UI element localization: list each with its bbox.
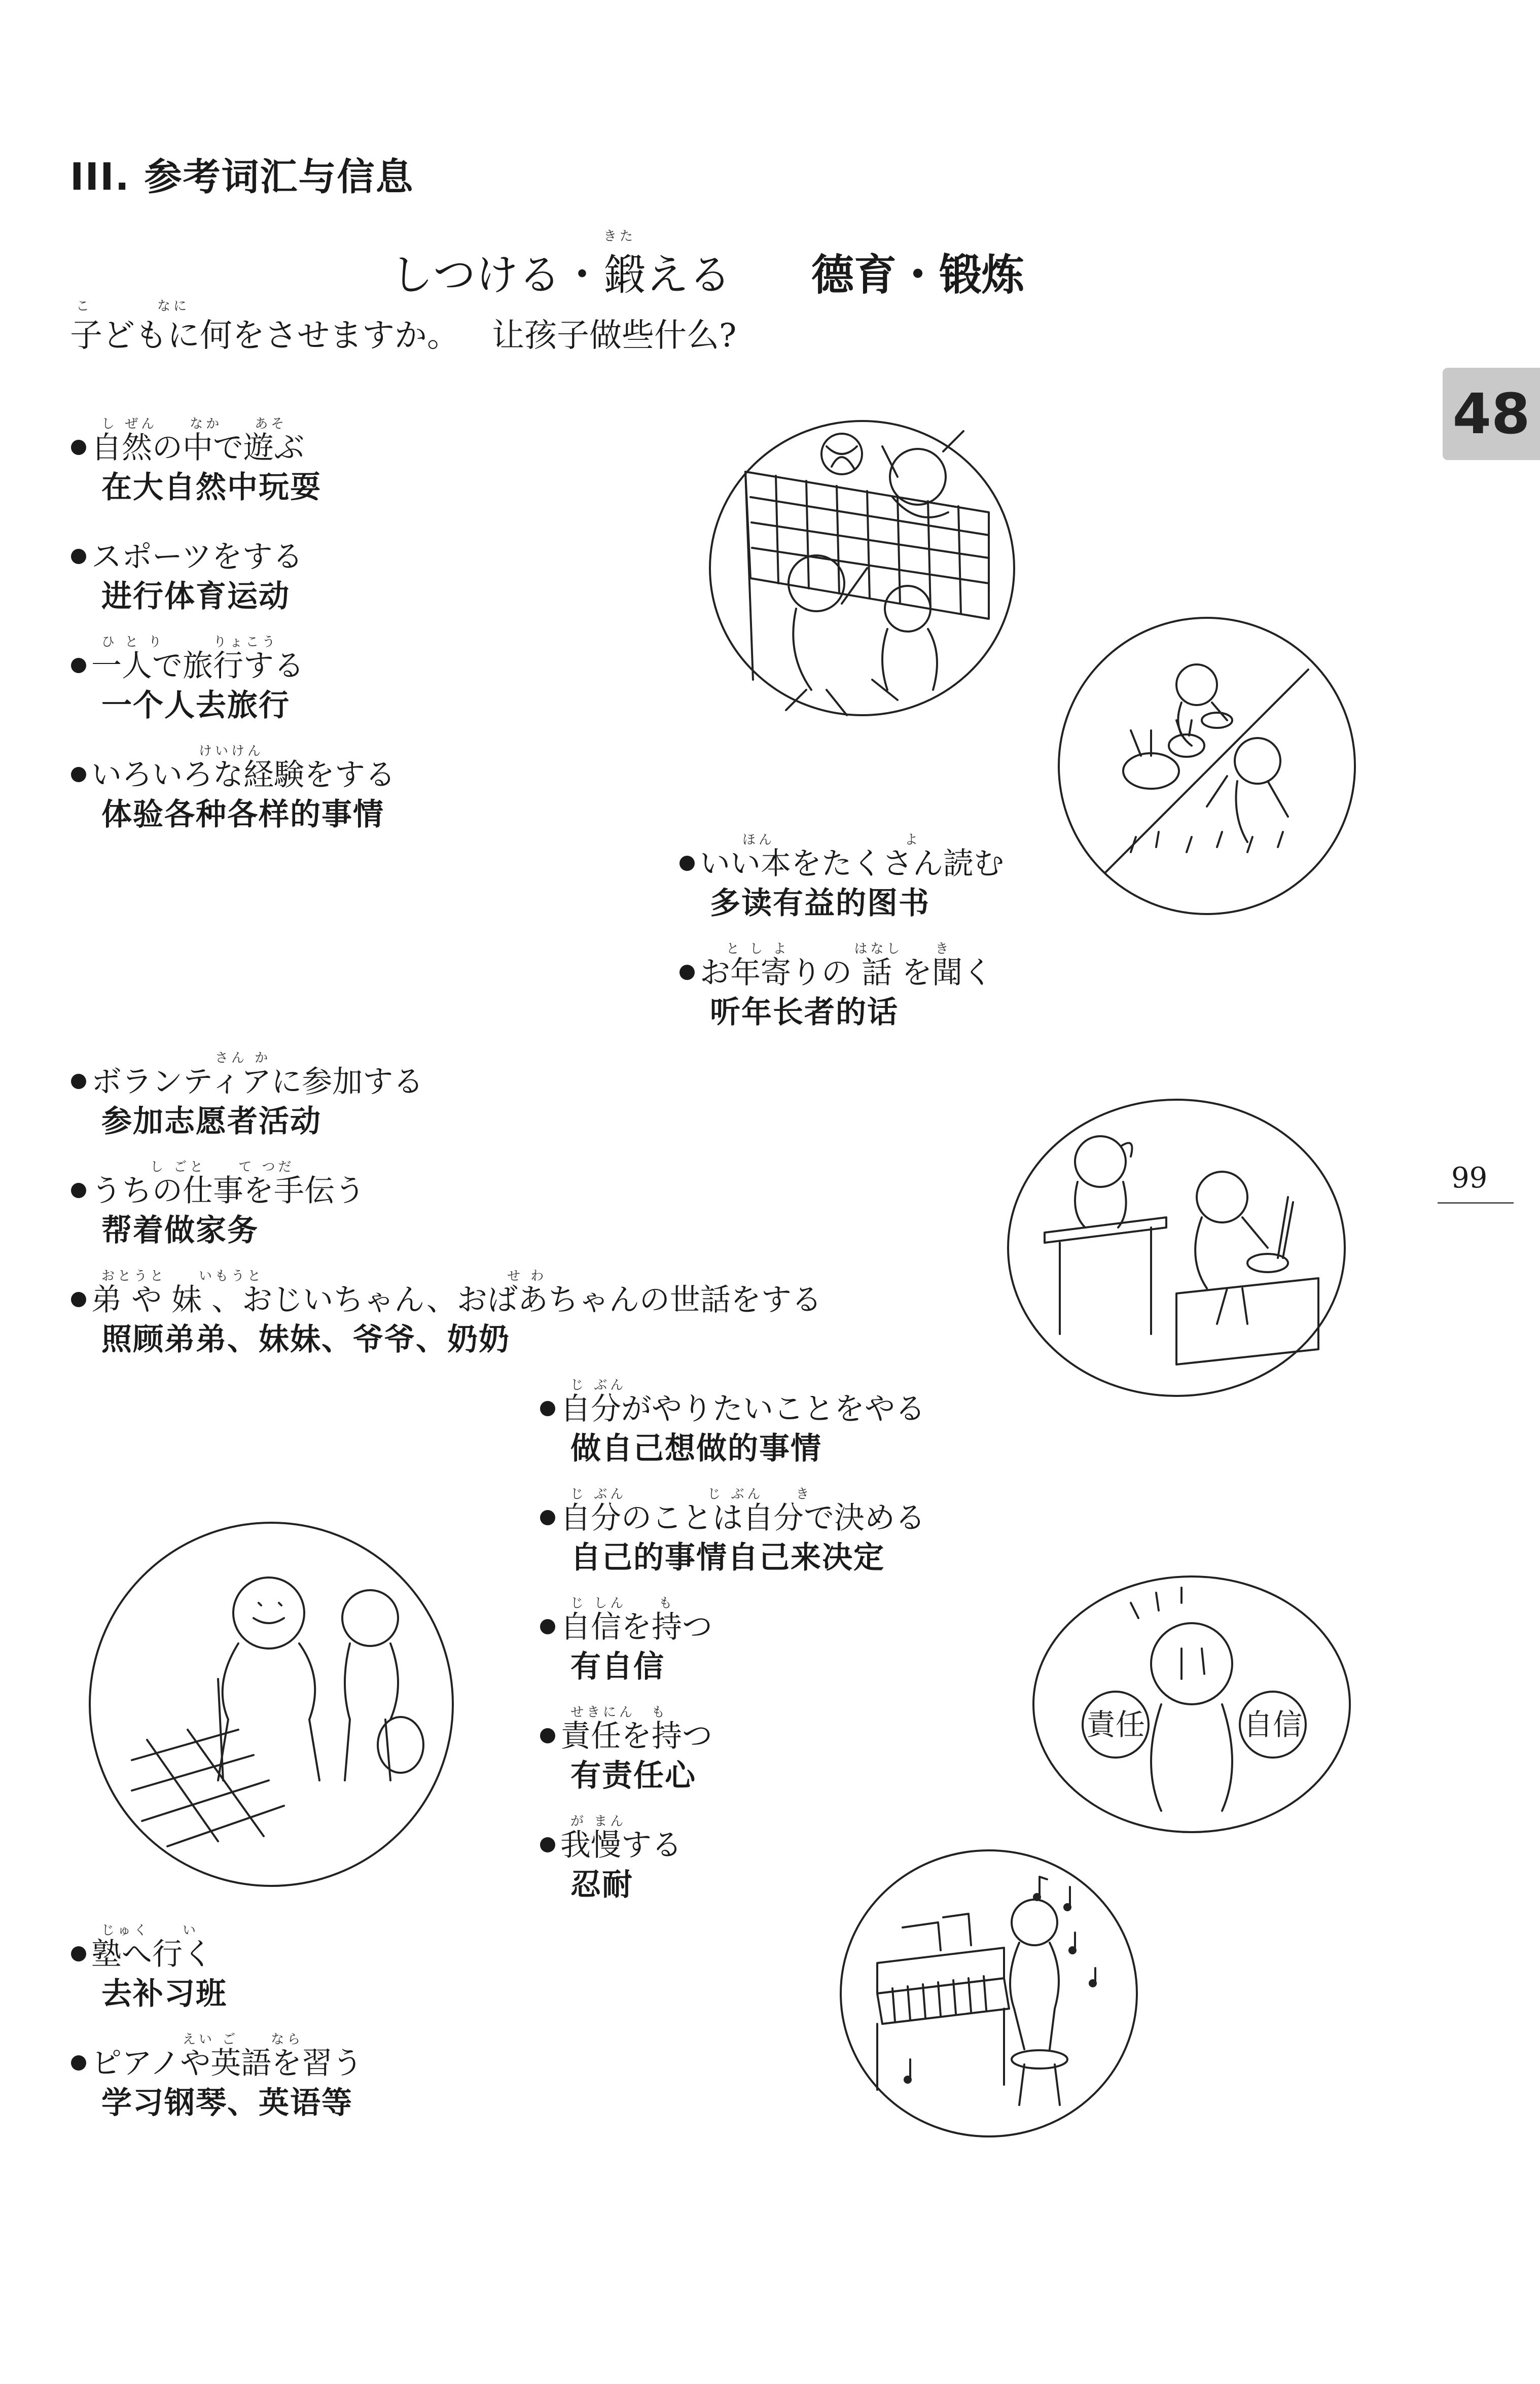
item-ruby (101, 522, 303, 539)
item-ruby: ひ と り りょこう (101, 635, 278, 650)
item-chinese: 多读有益的图书 (710, 886, 930, 921)
bullet-icon (540, 1510, 555, 1525)
item-chinese: 在大自然中玩耍 (101, 470, 321, 505)
intro-question-japanese: 子どもに何をさせますか。 (70, 317, 459, 355)
page-number-rule (1438, 1202, 1514, 1204)
item-chinese: 帮着做家务 (101, 1213, 259, 1248)
bullet-icon (71, 767, 86, 782)
item-ruby: じ ぶん (570, 1378, 627, 1393)
housework-illustration (1004, 1096, 1349, 1400)
item-japanese: 我慢する (540, 1827, 682, 1864)
item-japanese: 塾へ行く (71, 1936, 227, 1973)
item-ruby: さん か (101, 1050, 271, 1066)
vocab-item (679, 938, 993, 1034)
vocab-item (540, 1484, 925, 1579)
item-japanese: ピアノや英語を習う (71, 2045, 363, 2082)
page-number: 99 (1451, 1162, 1488, 1195)
item-ruby: が まん (570, 1814, 627, 1829)
item-ruby: じゅく い (101, 1923, 199, 1938)
item-japanese: 自信を持つ (540, 1609, 712, 1645)
title-chinese: 德育・锻炼 (811, 250, 1025, 300)
music-note-icon (1068, 1946, 1077, 1954)
item-chinese: 体验各种各样的事情 (101, 797, 384, 832)
item-chinese: 参加志愿者活动 (101, 1104, 321, 1139)
vocab-item (71, 413, 321, 509)
bullet-icon (71, 658, 86, 673)
item-ruby: せきにん も (570, 1705, 668, 1720)
bullet-icon (679, 856, 695, 871)
item-chinese: 听年长者的话 (710, 995, 899, 1030)
section-heading: III. 参考词汇与信息 (70, 155, 414, 199)
item-chinese: 做自己想做的事情 (570, 1431, 822, 1466)
item-chinese: 忍耐 (570, 1867, 633, 1903)
vocab-item (71, 1266, 822, 1361)
rabbit-icon (1123, 753, 1179, 789)
bullet-icon (540, 1619, 555, 1634)
vocab-item (71, 2029, 363, 2124)
vocab-item (540, 1593, 712, 1688)
bullet-icon (71, 1183, 86, 1198)
item-chinese: 一个人去旅行 (101, 688, 290, 723)
item-ruby: けいけん (101, 744, 264, 759)
vocab-item (540, 1811, 682, 1906)
item-japanese: いい本をたくさん読む (679, 846, 1004, 882)
bullet-icon (71, 549, 86, 564)
item-chinese: 进行体育运动 (101, 579, 290, 614)
responsibility-label: 責任 (1086, 1707, 1145, 1742)
bullet-icon (540, 1837, 555, 1852)
item-japanese: うちの仕事を手伝う (71, 1173, 365, 1209)
vocab-item (540, 1375, 925, 1470)
item-japanese: スポーツをする (71, 539, 303, 575)
bullet-icon (71, 440, 86, 455)
item-japanese: お年寄りの 話 を聞く (679, 955, 993, 991)
bullet-icon (71, 2055, 86, 2071)
item-chinese: 自己的事情自己来决定 (570, 1540, 885, 1575)
garden-rabbits-illustration (1055, 614, 1359, 918)
item-chinese: 学习钢琴、英语等 (101, 2085, 353, 2121)
item-ruby: ほん よ (710, 832, 921, 848)
item-ruby: じ しん も (570, 1596, 675, 1611)
responsibility-confidence-illustration (1029, 1572, 1354, 1836)
item-japanese: 自分のことは自分で決める (540, 1500, 925, 1536)
vocab-item (71, 1920, 227, 2015)
item-ruby: えい ご なら (101, 2032, 304, 2047)
item-chinese: 照顾弟弟、妹妹、爷爷、奶奶 (101, 1322, 510, 1357)
intro-question-chinese: 让孩子做些什么? (492, 317, 737, 355)
item-chinese: 有自信 (570, 1649, 665, 1685)
item-ruby: と し よ はなし き (710, 941, 952, 957)
item-ruby: おとうと いもうと せ わ (101, 1269, 547, 1284)
item-japanese: ボランティアに参加する (71, 1064, 423, 1100)
item-ruby: じ ぶん じ ぶん き (570, 1487, 812, 1502)
item-ruby: し ぜん なか あそ (101, 416, 288, 432)
item-ruby: し ごと て つだ (101, 1160, 295, 1175)
vocab-item (71, 741, 396, 836)
vocab-item (71, 632, 304, 727)
volleyball-illustration (705, 416, 1019, 720)
vocab-item (71, 522, 303, 618)
helping-elderly-illustration (86, 1517, 456, 1892)
item-chinese: 有责任心 (570, 1758, 696, 1794)
bullet-icon (679, 965, 695, 980)
chapter-tab: 48 (1443, 368, 1540, 460)
item-japanese: いろいろな経験をする (71, 757, 396, 793)
bullet-icon (71, 1074, 86, 1089)
bullet-icon (71, 1292, 86, 1307)
piano-illustration (837, 1846, 1141, 2141)
confidence-label: 自信 (1243, 1707, 1303, 1742)
item-japanese: 一人で旅行する (71, 648, 304, 684)
title-ruby: きた (603, 229, 636, 244)
item-japanese: 自分がやりたいことをやる (540, 1391, 925, 1427)
title-japanese: しつける・鍛える (390, 250, 732, 300)
vocab-item (71, 1047, 423, 1143)
vocab-item (71, 1156, 365, 1252)
item-japanese: 責任を持つ (540, 1718, 712, 1755)
item-chinese: 去补习班 (101, 1976, 227, 2012)
item-japanese: 自然の中で遊ぶ (71, 430, 321, 466)
music-note-icon (1089, 1979, 1097, 1987)
item-japanese: 弟 や 妹 、おじいちゃん、おばあちゃんの世話をする (71, 1282, 822, 1318)
music-note-icon (1063, 1903, 1071, 1911)
bullet-icon (540, 1728, 555, 1743)
music-note-icon (1033, 1893, 1041, 1901)
vocab-item (679, 829, 1004, 925)
bullet-icon (71, 1946, 86, 1961)
vocab-item (540, 1702, 712, 1797)
intro-ruby: こ なに (76, 299, 190, 314)
bullet-icon (540, 1401, 555, 1416)
